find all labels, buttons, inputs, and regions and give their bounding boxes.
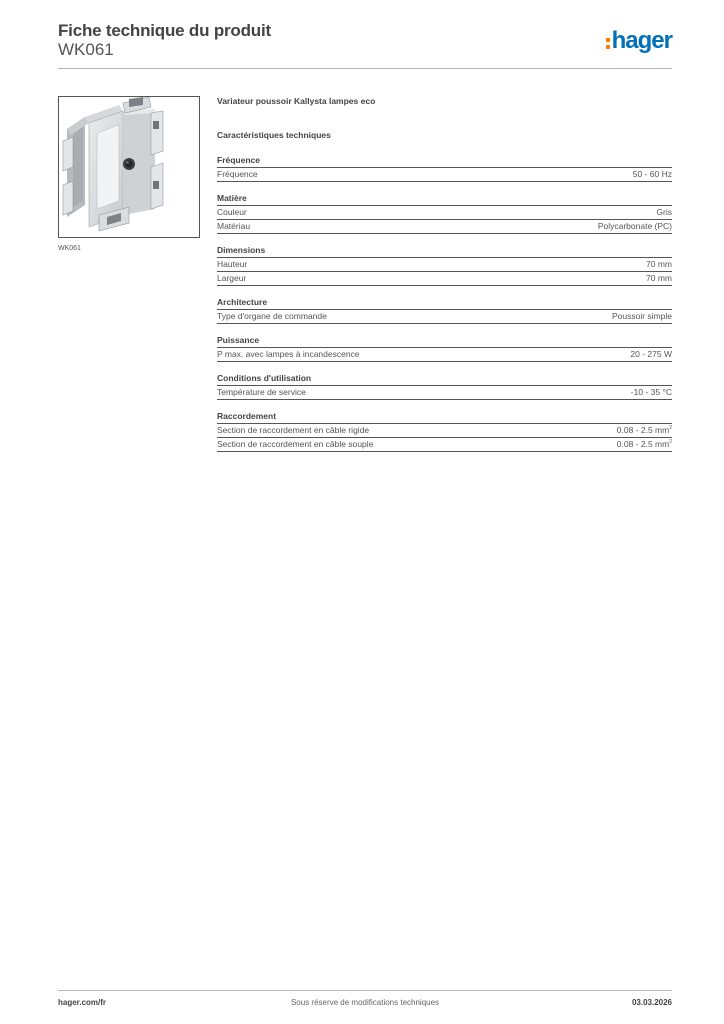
spec-value: 50 - 60 Hz [632,169,672,179]
spec-value [617,424,672,437]
page-header [58,20,672,70]
spec-label: Type d'organe de commande [217,311,327,321]
spec-label: Couleur [217,207,247,217]
spec-label: Matériau [217,221,251,231]
page-footer [58,998,672,1010]
product-image-caption: WK061 [58,245,81,252]
product-reference: WK061 [58,40,114,59]
spec-row [217,272,672,286]
spec-label: Section de raccordement en câble souple [217,439,374,449]
spec-row [217,348,672,362]
footer-date: 03.03.2026 [631,998,672,1007]
spec-label: P max. avec lampes à incandescence [217,349,360,359]
spec-row [217,206,672,220]
spec-value: -10 - 35 °C [630,387,672,397]
logo-text: hager [611,27,672,54]
spec-value-exponent: 2 [669,425,672,431]
footer-note: Sous réserve de modifications techniques [290,998,440,1007]
spec-group-architecture [217,296,672,324]
spec-row [217,438,672,452]
spec-value: Polycarbonate (PC) [597,221,672,231]
spec-group-raccordement [217,410,672,452]
specifications-section [217,94,672,462]
spec-group-conditions [217,372,672,400]
spec-group-puissance [217,334,672,362]
spec-group-title: Conditions d'utilisation [217,372,672,386]
spec-label: Largeur [217,273,247,283]
spec-label: Section de raccordement en câble rigide [217,425,370,435]
footer-divider [58,990,672,991]
spec-group-title: Puissance [217,334,672,348]
logo-dots-icon [606,38,610,49]
spec-group-title: Raccordement [217,410,672,424]
spec-value-exponent: 2 [669,439,672,445]
spec-group-title: Matière [217,192,672,206]
spec-group-title: Dimensions [217,244,672,258]
footer-website-link[interactable]: hager.com/fr [58,998,107,1007]
dimmer-mechanism-icon [59,97,199,237]
product-name: Variateur poussoir Kallysta lampes eco [217,96,376,106]
spec-label: Fréquence [217,169,258,179]
spec-value: Gris [656,207,672,217]
spec-group-frequence [217,154,672,182]
spec-value: 70 mm [646,273,672,283]
hager-logo [606,26,672,56]
page-title: Fiche technique du produit [58,21,271,40]
spec-row [217,310,672,324]
spec-label: Température de service [217,387,306,397]
spec-value: 70 mm [646,259,672,269]
spec-value-text: 0.08 - 2.5 mm [616,439,670,449]
product-image [58,96,200,238]
spec-row [217,220,672,234]
spec-row [217,258,672,272]
spec-row [217,386,672,400]
spec-value-text: 0.08 - 2.5 mm [616,425,670,435]
spec-group-title: Fréquence [217,154,672,168]
spec-row [217,424,672,438]
spec-label: Hauteur [217,259,248,269]
spec-value [617,438,672,451]
specifications-title: Caractéristiques techniques [217,130,331,140]
spec-group-matiere [217,192,672,234]
spec-row [217,168,672,182]
spec-value: Poussoir simple [612,311,672,321]
header-divider [58,68,672,69]
spec-group-title: Architecture [217,296,672,310]
spec-value: 20 - 275 W [630,349,672,359]
spec-group-dimensions [217,244,672,286]
